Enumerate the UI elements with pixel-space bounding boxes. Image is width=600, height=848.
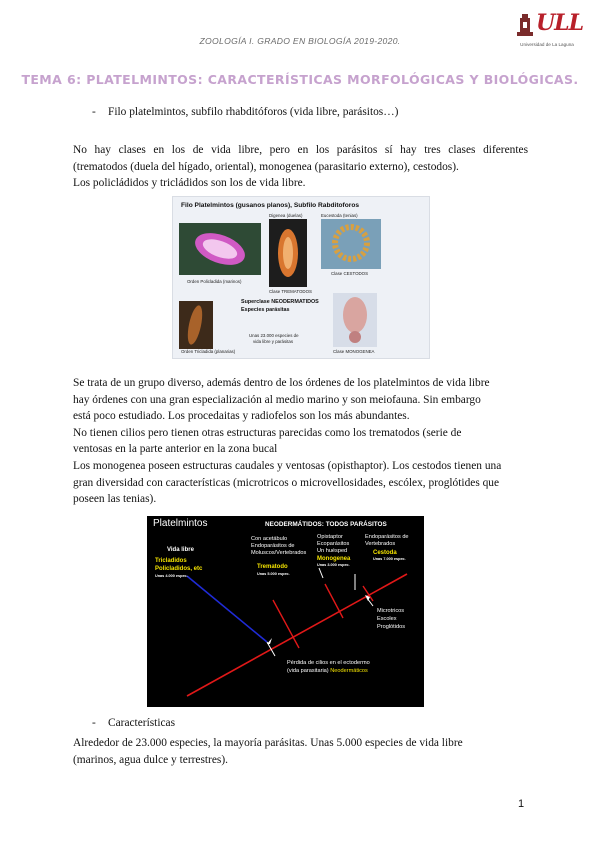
arrow-opis-line — [319, 568, 323, 578]
branch-main — [187, 574, 407, 696]
text-line: ventosas en la parte anterior en la zona bucal — [73, 443, 278, 456]
label-escolex: Escolex — [377, 616, 397, 622]
bullet-dash: - — [92, 106, 96, 118]
monogenea-image — [343, 297, 367, 333]
label-superclase: Superclase NEODERMATIDOS — [241, 299, 319, 305]
text-line: Se trata de un grupo diverso, además dentro de los órdenes de los platelmintos de vida libre — [73, 377, 490, 389]
text-line: Los policládidos y tricládidos son los de vida libre. — [73, 177, 306, 190]
branch-vida-libre — [187, 576, 267, 642]
label-species-1: Unas 23.000 especies de — [249, 333, 299, 338]
university-logo — [512, 12, 582, 52]
label-trematodo: Trematodo — [257, 564, 288, 570]
label-cestodos: Clase CESTODOS — [331, 271, 369, 276]
label-cestoda-spp: Unas 7.000 espec. — [373, 557, 406, 561]
text-line: Los monogenea poseen estructuras caudales y ventosas (opisthaptor). Los cestodos tienen una — [73, 459, 502, 472]
branch-monogenea — [325, 584, 343, 618]
photo-cestoda — [321, 219, 381, 269]
label-endoparasitos: Endoparásitos de — [365, 534, 409, 540]
logo-tower-icon — [516, 12, 534, 38]
arrow-perdida-line — [267, 642, 275, 656]
document-header: ZOOLOGÍA I. GRADO EN BIOLOGÍA 2019-2020. — [199, 36, 401, 46]
text-neodermaticos: Neodermáticos — [330, 668, 368, 674]
text-line: (marinos, agua dulce y terrestres). — [73, 753, 228, 766]
text-line: poseen las tenias). — [73, 493, 157, 506]
page-title: TEMA 6: PLATELMINTOS: CARACTERÍSTICAS MORFOLÓGICAS Y BIOLÓGICAS. — [21, 72, 579, 87]
label-vida-parasitaria — [287, 668, 368, 674]
logo-text: ULL — [536, 10, 584, 36]
page-number: 1 — [518, 798, 525, 810]
text-line: No tienen cilios pero tienen otras estructuras parecidas como los trematodos (serie de — [73, 426, 462, 439]
label-tricladidos-spp: Unas 4.000 espec. — [155, 574, 188, 578]
label-acetabulo-3: Moluscos/Vertebrados — [251, 550, 307, 556]
paragraph-diversidad — [73, 375, 528, 508]
text-vida-parasitaria: (vida parasitaria) — [287, 668, 331, 674]
label-trematodo-spp: Unas 5.000 espec. — [257, 572, 290, 576]
label-acetabulo-1: Con acetábulo — [251, 536, 288, 542]
label-tricladida: Orden Tricladida (planarias) — [181, 349, 236, 354]
text-line: gran diversidad con características (microtricos o microvellosidades, escólex, proglótides que — [73, 476, 500, 489]
label-policladidos: Policladidos, etc — [155, 566, 203, 572]
paragraph-especies — [73, 735, 528, 768]
bullet-item-caracteristicas: Características — [108, 717, 176, 729]
label-trematodos: Clase TREMATODOS — [269, 289, 312, 294]
label-monogenea: Monogenea — [317, 556, 351, 562]
label-cestoda: Cestoda — [373, 550, 397, 556]
label-un-huesped: Un huésped — [317, 548, 348, 554]
figure2-title-left: Platelmintos — [153, 518, 208, 529]
text-line: está poco estudiado. Los procedaitas y radiofelos son los más abundantes. — [73, 410, 410, 423]
label-tricladidos: Tricladidos — [155, 558, 187, 564]
figure-phylogeny-diagram — [147, 516, 424, 707]
text-line: hay órdenes con una gran especialización al medio marino y son meiofauna. Sin embargo — [73, 393, 481, 406]
label-polycladida: Orden Policladida (marinos) — [187, 279, 242, 284]
label-parasitas: Especies parásitas — [241, 307, 290, 313]
label-monogenea-spp: Unas 3.000 espec. — [317, 563, 350, 567]
figure2-title-right: NEODERMÁTIDOS: TODOS PARÁSITOS — [265, 521, 387, 528]
bullet-dash: - — [92, 717, 96, 729]
figure1-svg — [173, 197, 429, 358]
logo-subtitle: Universidad de La Laguna — [520, 42, 574, 47]
label-monogenea: Clase MONOGENEA — [333, 349, 375, 354]
figure1-title: Filo Platelmintos (gusanos planos), Subfilo Rabditoforos — [181, 202, 360, 209]
label-microtricos: Microtricos — [377, 608, 405, 614]
paragraph-clases — [73, 142, 528, 192]
bullet-item-subfilo: Filo platelmintos, subfilo rhabditóforos (vida libre, parásitos…) — [108, 106, 399, 118]
figure-platelmintos-overview — [172, 196, 430, 359]
label-vida-libre: Vida libre — [167, 547, 194, 553]
label-vertebrados: Vertebrados — [365, 541, 396, 547]
label-acetabulo-2: Endoparásitos de — [251, 543, 295, 549]
text-line: No hay clases en los de vida libre, pero en los parásitos sí hay tres clases diferentes — [73, 144, 528, 156]
label-opistaptor: Opistaptor — [317, 534, 343, 540]
label-species-2: vida libre y parásitas — [253, 339, 294, 344]
label-ecoparasitos: Ecoparásitos — [317, 541, 350, 547]
label-eucestoda: Eucestoda (tenias) — [321, 213, 358, 218]
text-line: (trematodos (duela del hígado, oriental), monogenea (parasitario externo), cestodos). — [73, 160, 459, 173]
label-digenea: Digenea (duelas) — [269, 213, 303, 218]
label-perdida-cilios: Pérdida de cilios en el ectodermo — [287, 660, 370, 666]
label-proglotidos: Proglótidos — [377, 624, 405, 630]
text-line: Alrededor de 23.000 especies, la mayoría parásitas. Unas 5.000 especies de vida libre — [73, 737, 463, 749]
